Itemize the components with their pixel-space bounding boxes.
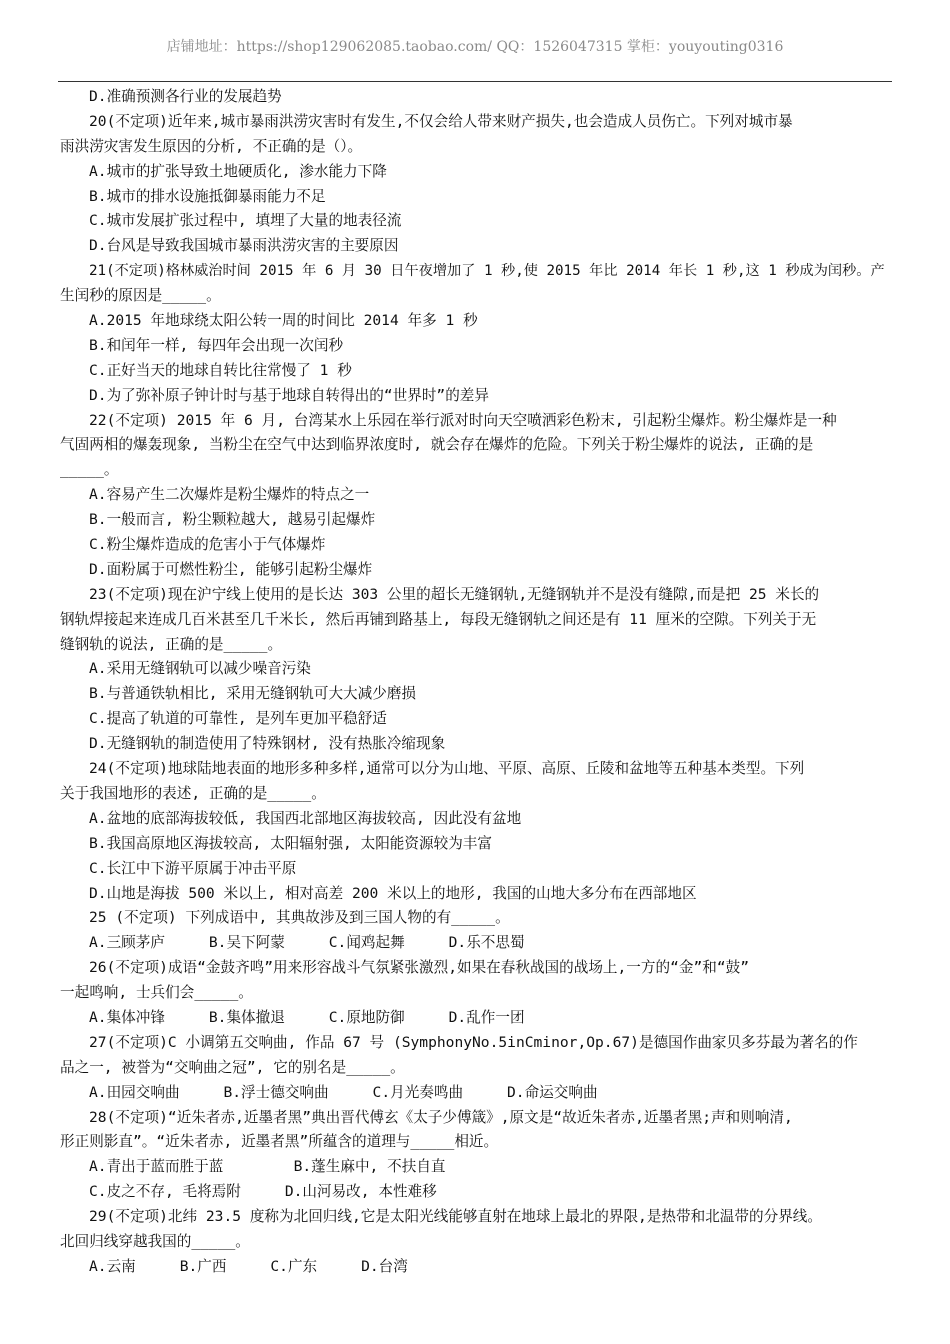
text-line: 气固两相的爆轰现象, 当粉尘在空气中达到临界浓度时, 就会存在爆炸的危险。下列关于粉尘爆炸的说法, 正确的是 [60, 436, 814, 454]
header-divider [58, 81, 892, 82]
text-line: B.一般而言, 粉尘颗粒越大, 越易引起爆炸 [89, 511, 376, 529]
text-line: A.田园交响曲 B.浮士德交响曲 C.月光奏鸣曲 D.命运交响曲 [89, 1083, 598, 1101]
text-line: 20(不定项)近年来,城市暴雨洪涝灾害时有发生,不仅会给人带来财产损失,也会造成人员伤亡。下列对城市暴 [89, 112, 793, 130]
text-line: C.城市发展扩张过程中, 填埋了大量的地表径流 [89, 212, 402, 230]
text-line: 关于我国地形的表述, 正确的是_____。 [60, 784, 326, 802]
text-line: 24(不定项)地球陆地表面的地形多种多样,通常可以分为山地、平原、高原、丘陵和盆地等五种基本类型。下列 [89, 760, 805, 778]
text-line: A.城市的扩张导致土地硬质化, 渗水能力下降 [89, 162, 387, 180]
text-line: D.山地是海拔 500 米以上, 相对高差 200 米以上的地形, 我国的山地大多分布在西部地区 [89, 884, 697, 902]
text-line: 29(不定项)北纬 23.5 度称为北回归线,它是太阳光线能够直射在地球上最北的界限,是热带和北温带的分界线。 [89, 1208, 822, 1226]
text-line: _____。 [60, 461, 119, 479]
text-line: D.无缝钢轨的制造使用了特殊钢材, 没有热胀冷缩现象 [89, 735, 446, 753]
text-line: 一起鸣响, 士兵们会_____。 [60, 984, 253, 1002]
text-line: C.正好当天的地球自转比往常慢了 1 秒 [89, 361, 352, 379]
text-line: A.容易产生二次爆炸是粉尘爆炸的特点之一 [89, 486, 370, 504]
text-line: B.与普通铁轨相比, 采用无缝钢轨可大大减少磨损 [89, 685, 417, 703]
text-line: B.我国高原地区海拔较高, 太阳辐射强, 太阳能资源较为丰富 [89, 834, 492, 852]
text-line: 22(不定项) 2015 年 6 月, 台湾某水上乐园在举行派对时向天空喷洒彩色粉末, 引起粉尘爆炸。粉尘爆炸是一种 [89, 411, 837, 429]
text-line: D.面粉属于可燃性粉尘, 能够引起粉尘爆炸 [89, 560, 373, 578]
text-line: A.集体冲锋 B.集体撤退 C.原地防御 D.乱作一团 [89, 1008, 525, 1026]
text-line: 26(不定项)成语“金鼓齐鸣”用来形容战斗气氛紧张激烈,如果在春秋战国的战场上,一方的“金”和“鼓” [89, 959, 750, 977]
text-line: 钢轨焊接起来连成几百米甚至几千米长, 然后再铺到路基上, 每段无缝钢轨之间还是有 11 厘米的空隙。下列关于无 [60, 610, 817, 628]
text-line: 缝钢轨的说法, 正确的是_____。 [60, 635, 283, 653]
text-line: A.云南 B.广西 C.广东 D.台湾 [89, 1257, 408, 1275]
text-line: 形正则影直”。“近朱者赤, 近墨者黑”所蕴含的道理与_____相近。 [60, 1133, 499, 1151]
text-line: C.提高了轨道的可靠性, 是列车更加平稳舒适 [89, 710, 387, 728]
text-line: C.长江中下游平原属于冲击平原 [89, 859, 297, 877]
text-line: 25 (不定项) 下列成语中, 其典故涉及到三国人物的有_____。 [89, 909, 510, 927]
text-line: A.采用无缝钢轨可以减少噪音污染 [89, 660, 311, 678]
text-line: 21(不定项)格林威治时间 2015 年 6 月 30 日午夜增加了 1 秒,使 2015 年比 2014 年长 1 秒,这 1 秒成为闰秒。产 [89, 263, 885, 280]
text-line: 品之一, 被誉为“交响曲之冠”, 它的别名是_____。 [60, 1058, 405, 1076]
text-line: 雨洪涝灾害发生原因的分析, 不正确的是（）。 [60, 137, 363, 155]
text-line: A.三顾茅庐 B.吴下阿蒙 C.闻鸡起舞 D.乐不思蜀 [89, 934, 525, 952]
text-line: C.皮之不存, 毛将焉附 D.山河易改, 本性难移 [89, 1183, 437, 1201]
text-line: 23(不定项)现在沪宁线上使用的是长达 303 公里的超长无缝钢轨,无缝钢轨并不是没有缝隙,而是把 25 米长的 [89, 585, 820, 603]
text-line: B.城市的排水设施抵御暴雨能力不足 [89, 187, 326, 205]
text-line: C.粉尘爆炸造成的危害小于气体爆炸 [89, 536, 326, 554]
text-line: A.盆地的底部海拔较低, 我国西北部地区海拔较高, 因此没有盆地 [89, 809, 522, 827]
text-line: 27(不定项)C 小调第五交响曲, 作品 67 号 (SymphonyNo.5inCminor,Op.67)是德国作曲家贝多芬最为著名的作 [89, 1033, 858, 1051]
text-line: 北回归线穿越我国的_____。 [60, 1232, 250, 1250]
text-line: B.和闰年一样, 每四年会出现一次闰秒 [89, 336, 344, 354]
text-line: D.台风是导致我国城市暴雨洪涝灾害的主要原因 [89, 237, 399, 255]
text-line: D.为了弥补原子钟计时与基于地球自转得出的“世界时”的差异 [89, 386, 489, 404]
text-line: 28(不定项)“近朱者赤,近墨者黑”典出晋代傅玄《太子少傅箴》,原文是“故近朱者赤,近墨者黑;声和则响清, [89, 1108, 793, 1126]
text-line: A.青出于蓝而胜于蓝 B.蓬生麻中, 不扶自直 [89, 1158, 446, 1176]
text-line: A.2015 年地球绕太阳公转一周的时间比 2014 年多 1 秒 [89, 312, 478, 330]
document-body [60, 85, 892, 1280]
text-line: 生闰秒的原因是_____。 [60, 287, 221, 305]
shop-header: 店铺地址：https://shop129062085.taobao.com/ QQ：1526047315 掌柜：youyouting0316 [166, 39, 784, 55]
text-line: D.准确预测各行业的发展趋势 [89, 88, 282, 105]
